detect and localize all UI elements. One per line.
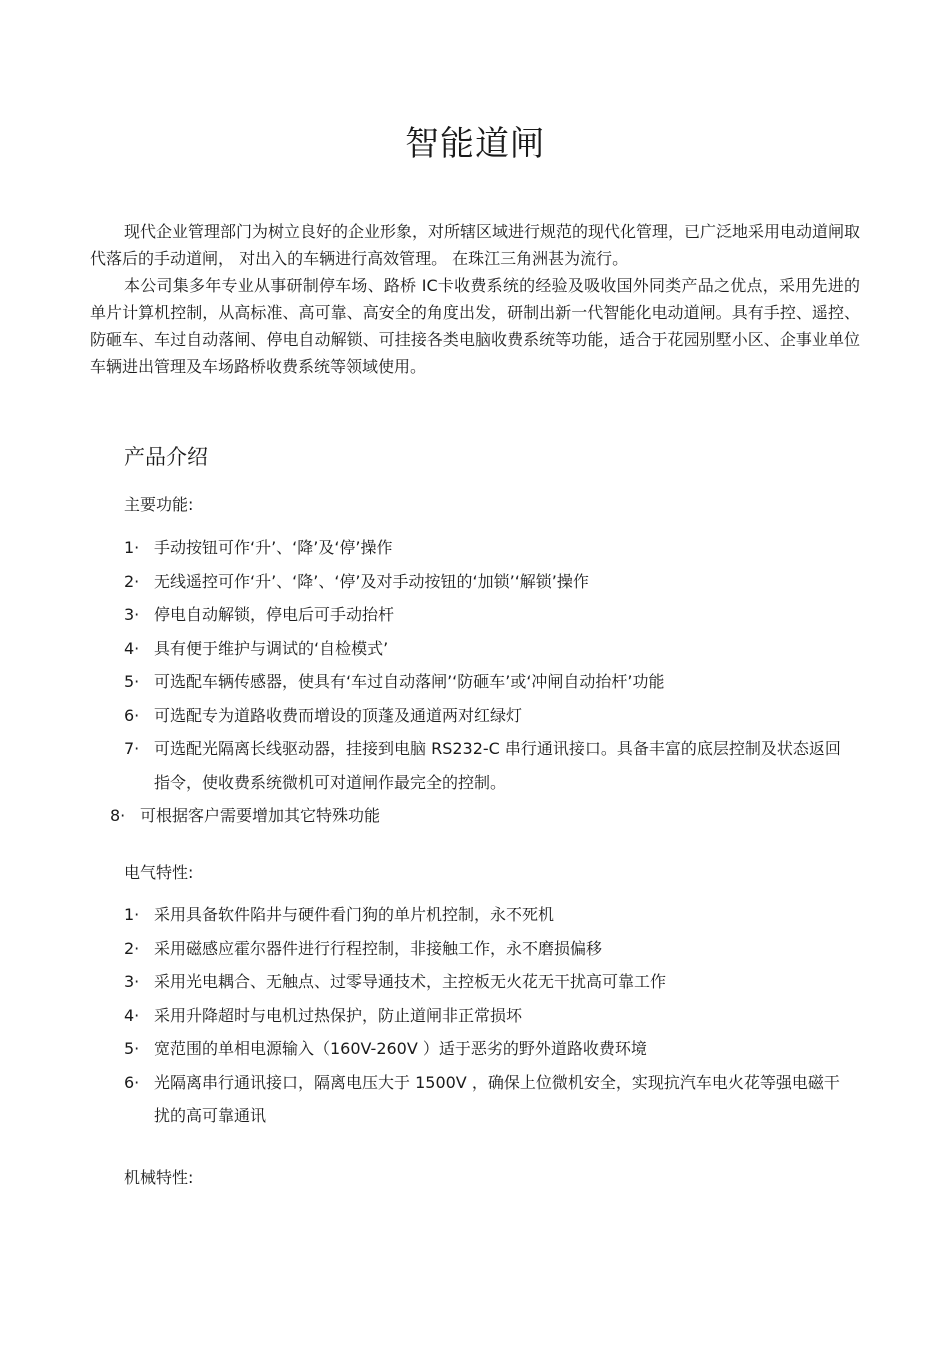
list-item xyxy=(124,965,844,999)
list-number: 2· xyxy=(124,571,140,591)
list-text: 采用具备软件陷井与硬件看门狗的单片机控制，永不死机 xyxy=(154,905,555,924)
list-text: 可根据客户需要增加其它特殊功能 xyxy=(140,806,381,825)
list-text: 手动按钮可作‘升’、‘降’及‘停’操作 xyxy=(154,538,393,557)
list-item xyxy=(124,732,844,799)
list-item xyxy=(124,999,844,1033)
list-number: 2· xyxy=(124,938,140,958)
list-item xyxy=(124,531,844,565)
intro-paragraph: 现代企业管理部门为树立良好的企业形象，对所辖区域进行规范的现代化管理，已广泛地采用电动道闸取代落后的手动道闸， 对出入的车辆进行高效管理。 在珠江三角洲甚为流行。 xyxy=(90,222,861,268)
page-title: 智能道闸 xyxy=(405,124,545,164)
list-item xyxy=(124,1066,844,1133)
list-number: 7· xyxy=(124,739,140,758)
list-number: 3· xyxy=(124,972,140,991)
main-functions-list xyxy=(110,531,844,833)
list-item xyxy=(124,565,844,599)
list-text: 采用升降超时与电机过热保护，防止道闸非正常损坏 xyxy=(154,1005,523,1025)
list-text: 无线遥控可作‘升’、‘降’、‘停’及对手动按钮的‘加锁’‘解锁’操作 xyxy=(154,571,589,591)
section-title-product-intro: 产品介绍 xyxy=(124,445,208,469)
list-text: 可选配光隔离长线驱动器，挂接到电脑 RS232-C 串行通讯接口。具备丰富的底层控制及状态返回指令，使收费系统微机可对道闸作最完全的控制。 xyxy=(154,739,841,792)
list-number: 6· xyxy=(124,1072,140,1092)
list-text: 停电自动解锁，停电后可手动抬杆 xyxy=(154,605,395,624)
list-item xyxy=(110,799,844,833)
list-item xyxy=(124,932,844,966)
list-number: 4· xyxy=(124,638,140,658)
list-number: 5· xyxy=(124,672,140,691)
list-text: 光隔离串行通讯接口，隔离电压大于 1500V ，确保上位微机安全，实现抗汽车电火花等强电磁干扰的高可靠通讯 xyxy=(154,1072,840,1125)
list-text: 可选配车辆传感器，使具有‘车过自动落闸’‘防砸车’或‘冲闸自动抬杆’功能 xyxy=(154,672,665,691)
list-item xyxy=(124,699,844,733)
list-item xyxy=(124,898,844,932)
electrical-list xyxy=(124,898,844,1133)
list-item xyxy=(124,632,844,666)
main-functions-heading: 主要功能: xyxy=(124,495,194,514)
list-text: 采用光电耦合、无触点、过零导通技术，主控板无火花无干扰高可靠工作 xyxy=(154,972,667,991)
list-number: 1· xyxy=(124,905,140,924)
mechanical-heading: 机械特性: xyxy=(124,1168,194,1187)
list-item xyxy=(124,665,844,699)
list-text: 宽范围的单相电源输入（160V-260V ）适于恶劣的野外道路收费环境 xyxy=(154,1039,647,1058)
list-number: 8· xyxy=(110,806,126,825)
list-item xyxy=(124,598,844,632)
intro-paragraph: 本公司集多年专业从事研制停车场、路桥 IC卡收费系统的经验及吸收国外同类产品之优点，采用先进的单片计算机控制，从高标准、高可靠、高安全的角度出发，研制出新一代智能化电动道闸。具有手控、遥控、防砸车、车过自动落闸、停电自动解锁、可挂接各类电脑收费系统等功能，适合于花园别墅小区、企事业单位车辆进出管理及车场路桥收费系统等领域使用。 xyxy=(90,276,860,376)
list-item xyxy=(124,1032,844,1066)
list-number: 5· xyxy=(124,1039,140,1058)
list-number: 1· xyxy=(124,538,140,557)
list-number: 3· xyxy=(124,605,140,624)
list-text: 采用磁感应霍尔器件进行行程控制，非接触工作，永不磨损偏移 xyxy=(154,938,603,958)
list-text: 可选配专为道路收费而增设的顶蓬及通道两对红绿灯 xyxy=(154,705,523,725)
electrical-heading: 电气特性: xyxy=(124,863,194,882)
list-number: 4· xyxy=(124,1005,140,1025)
intro-section xyxy=(90,218,860,380)
list-text: 具有便于维护与调试的‘自检模式’ xyxy=(154,638,389,658)
list-number: 6· xyxy=(124,705,140,725)
